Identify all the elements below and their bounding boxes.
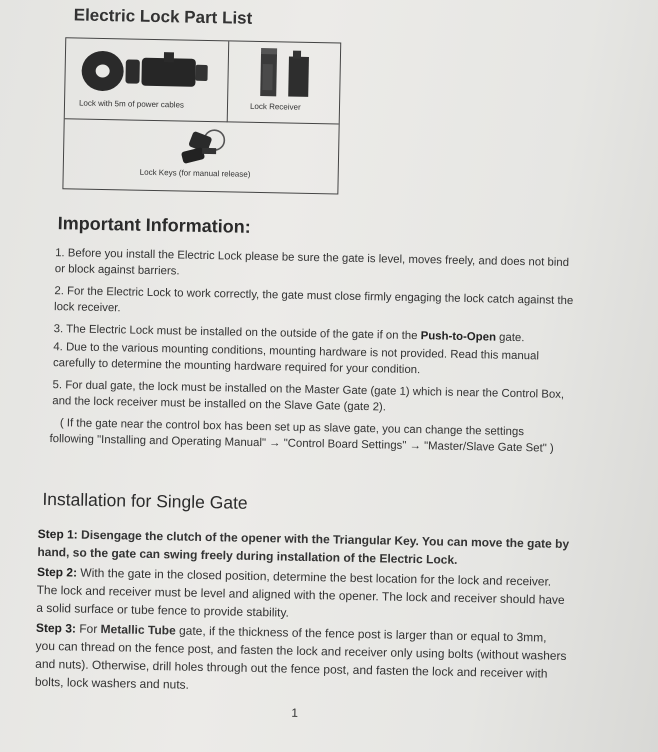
metallic-tube-text: Metallic Tube [100, 622, 176, 638]
install-heading: Installation for Single Gate [42, 488, 248, 513]
parts-table [62, 37, 341, 194]
important-heading: Important Information: [57, 213, 251, 237]
part-caption-lock: Lock with 5m of power cables [78, 98, 185, 110]
important-item-5: 5. For dual gate, the lock must be installed on the Master Gate (gate 1) which is near the Control Box, and the lock receiver must be installed on the Slave Gate (gate 2). [52, 379, 565, 414]
lock-keys-image [180, 125, 233, 166]
important-item-1: 1. Before you install the Electric Lock please be sure the gate is level, moves freely, and does not bind or block against barriers. [54, 247, 570, 278]
part-cell-keys [63, 119, 338, 193]
lock-image [79, 45, 212, 98]
page-number: 1 [291, 705, 299, 720]
push-to-open-text: Push-to-Open [420, 330, 497, 344]
step-2-label: Step 2: [36, 564, 78, 580]
part-caption-keys: Lock Keys (for manual release) [139, 167, 251, 179]
step-2-text: With the gate in the closed position, determine the best location for the lock and receiver. The lock and receiver must be level and aligned with the opener. The lock and receiver should have a solid surface or tube fence to provide stability. [36, 565, 565, 620]
important-item-3-post: gate. [495, 331, 525, 345]
part-cell-lock [65, 38, 230, 122]
part-cell-receiver [228, 41, 341, 124]
important-item-2: 2. For the Electric Lock to work correctly, the gate must close firmly engaging the lock catch against the lock receiver. [53, 285, 574, 315]
step-1-label: Step 1: [37, 526, 78, 542]
important-item-4: 4. Due to the various mounting conditions, mounting hardware is not provided. Read this manual carefully to determine the mounting hardware required for your condition. [52, 341, 540, 377]
lock-receiver-image [258, 46, 315, 99]
part-caption-receiver: Lock Receiver [249, 101, 301, 112]
step-1-text: Disengage the clutch of the opener with the Triangular Key. You can move the gate by hand, so the gate can swing freely during installation of the Electric Lock. [37, 527, 570, 567]
step-3-post: gate, if the thickness of the fence post is larger than or equal to 3mm, you can thread on the fence post, and fasten the lock and receiver only using bolts (without washers and nuts). Otherwise, drill holes through out the fence post, and fasten the lock and receiver with bolts, lock washers and nuts. [34, 623, 567, 692]
part-list-title: Electric Lock Part List [73, 5, 253, 28]
step-3-pre: For [75, 621, 101, 637]
important-note: ( If the gate near the control box has been set up as slave gate, you can change the settings following "Installing and Operating Manual" → "Control Board Settings" → "Master/Slave Gate Set" ) [49, 417, 554, 455]
step-3-label: Step 3: [35, 620, 77, 636]
install-step-2 [36, 563, 569, 627]
important-item-3-pre: 3. The Electric Lock must be installed on the outside of the gate if on the [53, 323, 421, 343]
install-step-3 [35, 619, 568, 701]
